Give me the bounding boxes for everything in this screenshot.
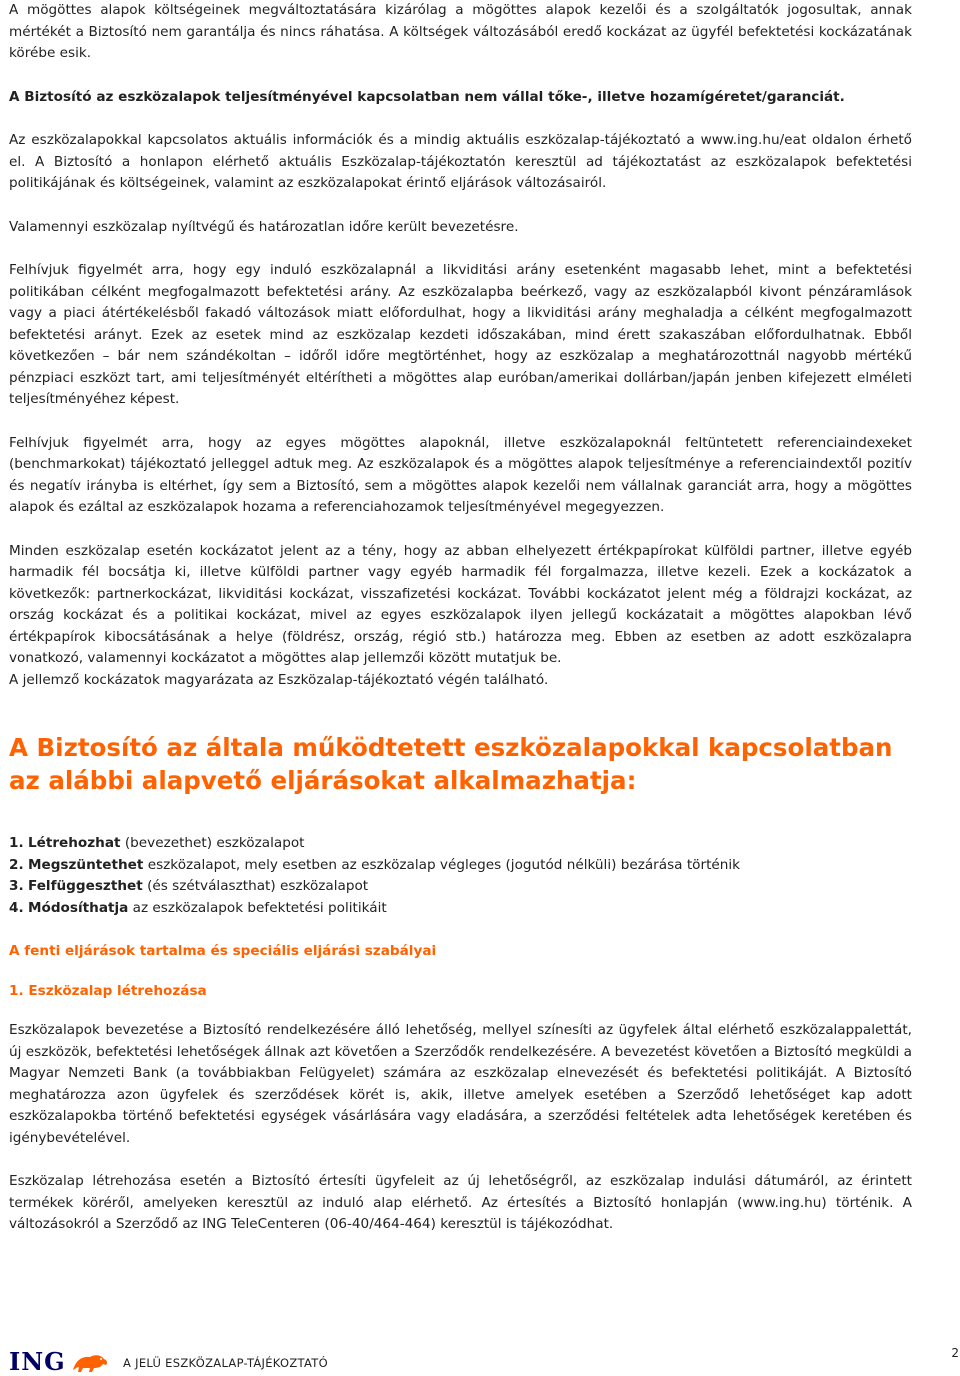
footer-document-title: A JELÜ ESZKÖZALAP-TÁJÉKOZTATÓ	[123, 1356, 328, 1370]
procedure-list	[9, 833, 912, 919]
paragraph-risks: Minden eszközalap esetén kockázatot jelent az a tény, hogy az abban elhelyezett értékpapírokat külföldi partner, illetve egyéb harmadik fél bocsátja ki, illetve külföldi partner vagy egyéb harmadik fél forgalmazza, illetve kezeli. Ezek a kockázatok a következők: partnerkockázat, likviditási kockázat, visszafizetési kockázat. További kockázatot jelent még a földrajzi kockázat, az ország kockázat és a politikai kockázat, mivel az egyes eszközalapok ilyen jellegű kockázatait a mögöttes alapokban lévő értékpapírok kibocsátásának a helye (földrész, ország, régió stb.) határozza meg. Ebben az esetben az adott eszközalapra vonatkozó, valamennyi kockázatot a mögöttes alap jellemzői között mutatjuk be.	[9, 542, 912, 666]
paragraph-no-guarantee: A Biztosító az eszközalapok teljesítményével kapcsolatban nem vállal tőke-, illetve hozamígéretet/garanciát.	[9, 88, 845, 105]
document-page	[9, 0, 912, 1236]
paragraph-risk-explanation: A jellemző kockázatok magyarázata az Eszközalap-tájékoztató végén található.	[9, 671, 549, 688]
section-heading: A Biztosító az általa működtetett eszközalapokkal kapcsolatban az alábbi alapvető eljárásokat alkalmazhatja:	[9, 733, 893, 795]
section-1-title: 1. Eszközalap létrehozása	[9, 982, 207, 999]
paragraph-open-ended: Valamennyi eszközalap nyíltvégű és határozatlan időre került bevezetésre.	[9, 218, 519, 235]
ing-logo: ING	[9, 1348, 110, 1374]
page-number: 2	[951, 1346, 959, 1360]
list-item: 1. Létrehozhat (bevezethet) eszközalapot	[9, 835, 305, 851]
list-item: 4. Módosíthatja az eszközalapok befektetési politikáit	[9, 899, 387, 916]
paragraph-information: Az eszközalapokkal kapcsolatos aktuális információk és a mindig aktuális eszközalap-tájékoztató a www.ing.hu/eat oldalon érhető el. A Biztosító a honlapon elérhető aktuális Eszközalap-tájékoztatón keresztül ad tájékoztatást az eszközalapok befektetési politikájának és költségeinek, valamint az eszközalapokat érintő eljárások változásairól.	[9, 132, 912, 191]
list-item: 2. Megszüntethet eszközalapot, mely esetben az eszközalap végleges (jogutód nélküli) bezárása történik	[9, 856, 741, 873]
paragraph-benchmark: Felhívjuk figyelmét arra, hogy az egyes mögöttes alapoknál, illetve eszközalapoknál feltüntetett referenciaindexeket (benchmarkokat) tájékoztató jelleggel adtuk meg. Az eszközalapok és a mögöttes alapok teljesítménye a referenciaindextől pozitív és negatív irányba is eltérhet, így sem a Biztosító, sem a mögöttes alapok kezelői nem vállalnak garanciát arra, hogy a mögöttes alapok és ezáltal az eszközalapok hozama a referenciahozamok teljesítményével megegyezzen.	[9, 434, 912, 515]
paragraph-fund-notification: Eszközalap létrehozása esetén a Biztosító értesíti ügyfeleit az új lehetőségről, az eszközalap indulási dátumáról, az érintett termékek köréről, amelyeken keresztül az induló alap elérhető. Az értesítés a Biztosító honlapján (www.ing.hu) történik. A változásokról a Szerződő az ING TeleCenteren (06-40/464-464) keresztül is tájékozódhat.	[9, 1173, 912, 1232]
list-item: 3. Felfüggeszthet (és szétválaszthat) eszközalapot	[9, 878, 369, 894]
page-footer	[9, 1344, 959, 1374]
procedures-subheading: A fenti eljárások tartalma és speciális eljárási szabályai	[9, 943, 437, 959]
paragraph-fund-launch: Eszközalapok bevezetése a Biztosító rendelkezésére álló lehetőség, mellyel színesíti az ügyfelek által elérhető eszközalappalettát, új eszközök, befektetési lehetőségek állnak azt követően a Szerződők rendelkezésére. A bevezetést követően a Biztosító megküldi a Magyar Nemzeti Bank (a továbbiakban Felügyelet) számára az eszközalap elnevezését és befektetési politikáját. A Biztosító meghatározza azon ügyfelek és szerződések körét is, akik, illetve amelyek esetében a Szerződő lehetőséget kap adott eszközalapokba történő befektetési egységek vásárlására vagy eladására, a szerződési feltételek adta lehetőségek keretében és igénybevételével.	[9, 1022, 912, 1146]
paragraph-liquidity: Felhívjuk figyelmét arra, hogy egy induló eszközalapnál a likviditási arány esetenként magasabb lehet, mint a befektetési politikában célként megfogalmazott befektetési arány. Az eszközalapba beérkező, vagy az eszközalapból kivont pénzáramlások vagy a piaci átértékelésből fakadó változások miatt előfordulhat, hogy a likviditási arány meghaladja a célként megfogalmazott befektetési arányt. Ezek az esetek mind az eszközalap kezdeti időszakában, mind érett szakaszában előfordulhatnak. Ebből következően – bár nem szándékoltan – időről időre megtörténhet, hogy az eszközalap a meghatározottnál nagyobb mértékű pénzpiaci eszközt tart, ami teljesítményét eltérítheti a mögöttes alap euróban/amerikai dollárban/japán jenben kifejezett elméleti teljesítményéhez képest.	[9, 262, 912, 407]
paragraph-costs: A mögöttes alapok költségeinek megváltoztatására kizárólag a mögöttes alapok kezelői és a szolgáltatók jogosultak, annak mértékét a Biztosító nem garantálja és nincs ráhatása. A költségek változásából eredő kockázat az ügyfél befektetési kockázatának körébe esik.	[9, 2, 912, 61]
lion-icon	[70, 1348, 110, 1374]
